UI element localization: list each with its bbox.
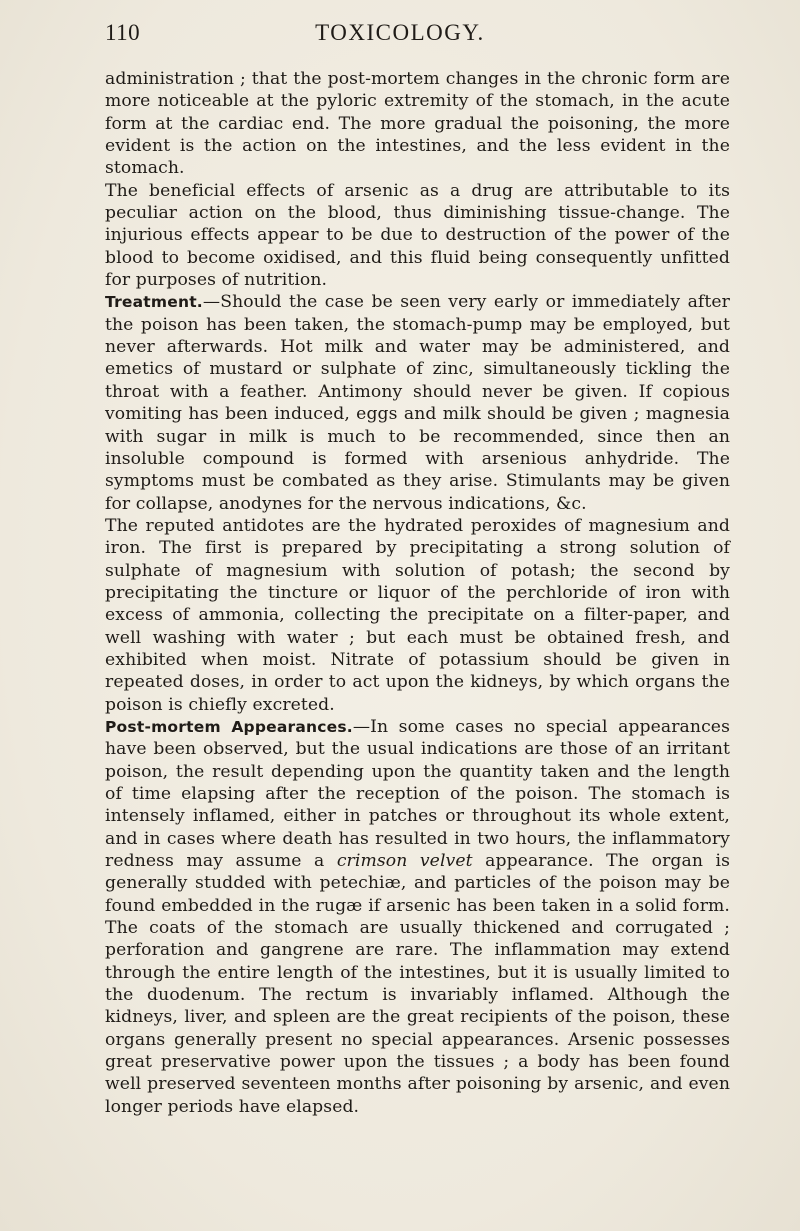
post-mortem-text-b: appearance. The organ is generally studded with petechiæ, and particles of the poison may be found embedded in the rugæ if arsenic has been taken in a solid form. The coats of the stomach are usually thickened and corrugated ; perforation and gangrene are rare. The inflammation may extend through the entire length of the intestines, but it is usually limited to the duodenum. The rectum is invariably inflamed. Although the kidneys, liver, and spleen are the great recipients of the poison, these organs generally present no special appearances. Arsenic possesses great preservative power upon the tissues ; a body has been found well preserved seventeen months after poisoning by arsenic, and even longer periods have elapsed.	[105, 851, 731, 1117]
paragraph-treatment	[105, 291, 730, 514]
paragraph-beneficial-effects: The beneficial effects of arsenic as a drug are attributable to its peculiar action on the blood, thus diminishing tissue-change. The injurious effects appear to be due to destruction of the power of the blood to become oxidised, and this fluid being consequently unfitted for purposes of nutrition.	[105, 180, 730, 291]
treatment-text: —Should the case be seen very early or immediately after the poison has been taken, the stomach-pump may be employed, but never afterwards. Hot milk and water may be administered, and emetics of mustard or sulphate of zinc, simultaneously tickling the throat with a feather. Antimony should never be given. If copious vomiting has been induced, eggs and milk should be given ; magnesia with sugar in milk is much to be recommended, since then an insoluble compound is formed with arsenious anhydride. The symptoms must be combated as they arise. Stimulants may be given for collapse, anodynes for the nervous indications, &c.	[105, 292, 730, 514]
emphasis-crimson-velvet: crimson velvet	[336, 851, 473, 872]
section-heading-treatment: Treatment.	[105, 293, 203, 312]
post-mortem-text-a: —In some cases no special appearances have been observed, but the usual indications are those of an irritant poison, the result depending upon the quantity taken and the length of time elapsing after the reception of the poison. The stomach is intensely inflamed, either in patches or throughout its whole extent, and in cases where death has resulted in two hours, the inflammatory redness may assume a	[105, 716, 730, 872]
page-number: 110	[105, 20, 141, 45]
running-title: TOXICOLOGY.	[315, 20, 485, 45]
paragraph-administration: administration ; that the post-mortem changes in the chronic form are more noticeable at the pyloric extremity of the stomach, in the acute form at the cardiac end. The more gradual the poisoning, the more evident is the action on the intestines, and the less evident in the stomach.	[105, 69, 730, 179]
running-head	[105, 20, 695, 54]
paragraph-antidotes: The reputed antidotes are the hydrated peroxides of magnesium and iron. The first is prepared by precipitating a strong solution of sulphate of magnesium with solution of potash; the second by precipitating the tincture or liquor of the perchloride of iron with excess of ammonia, collecting the precipitate on a filter-paper, and well washing with water ; but each must be obtained fresh, and exhibited when moist. Nitrate of potassium should be given in repeated doses, in order to act upon the kidneys, by which organs the poison is chiefly excreted.	[105, 515, 730, 715]
section-heading-post-mortem: Post-mortem Appearances.	[105, 717, 353, 736]
paragraph-post-mortem	[105, 716, 730, 1118]
body-text	[105, 68, 730, 1118]
